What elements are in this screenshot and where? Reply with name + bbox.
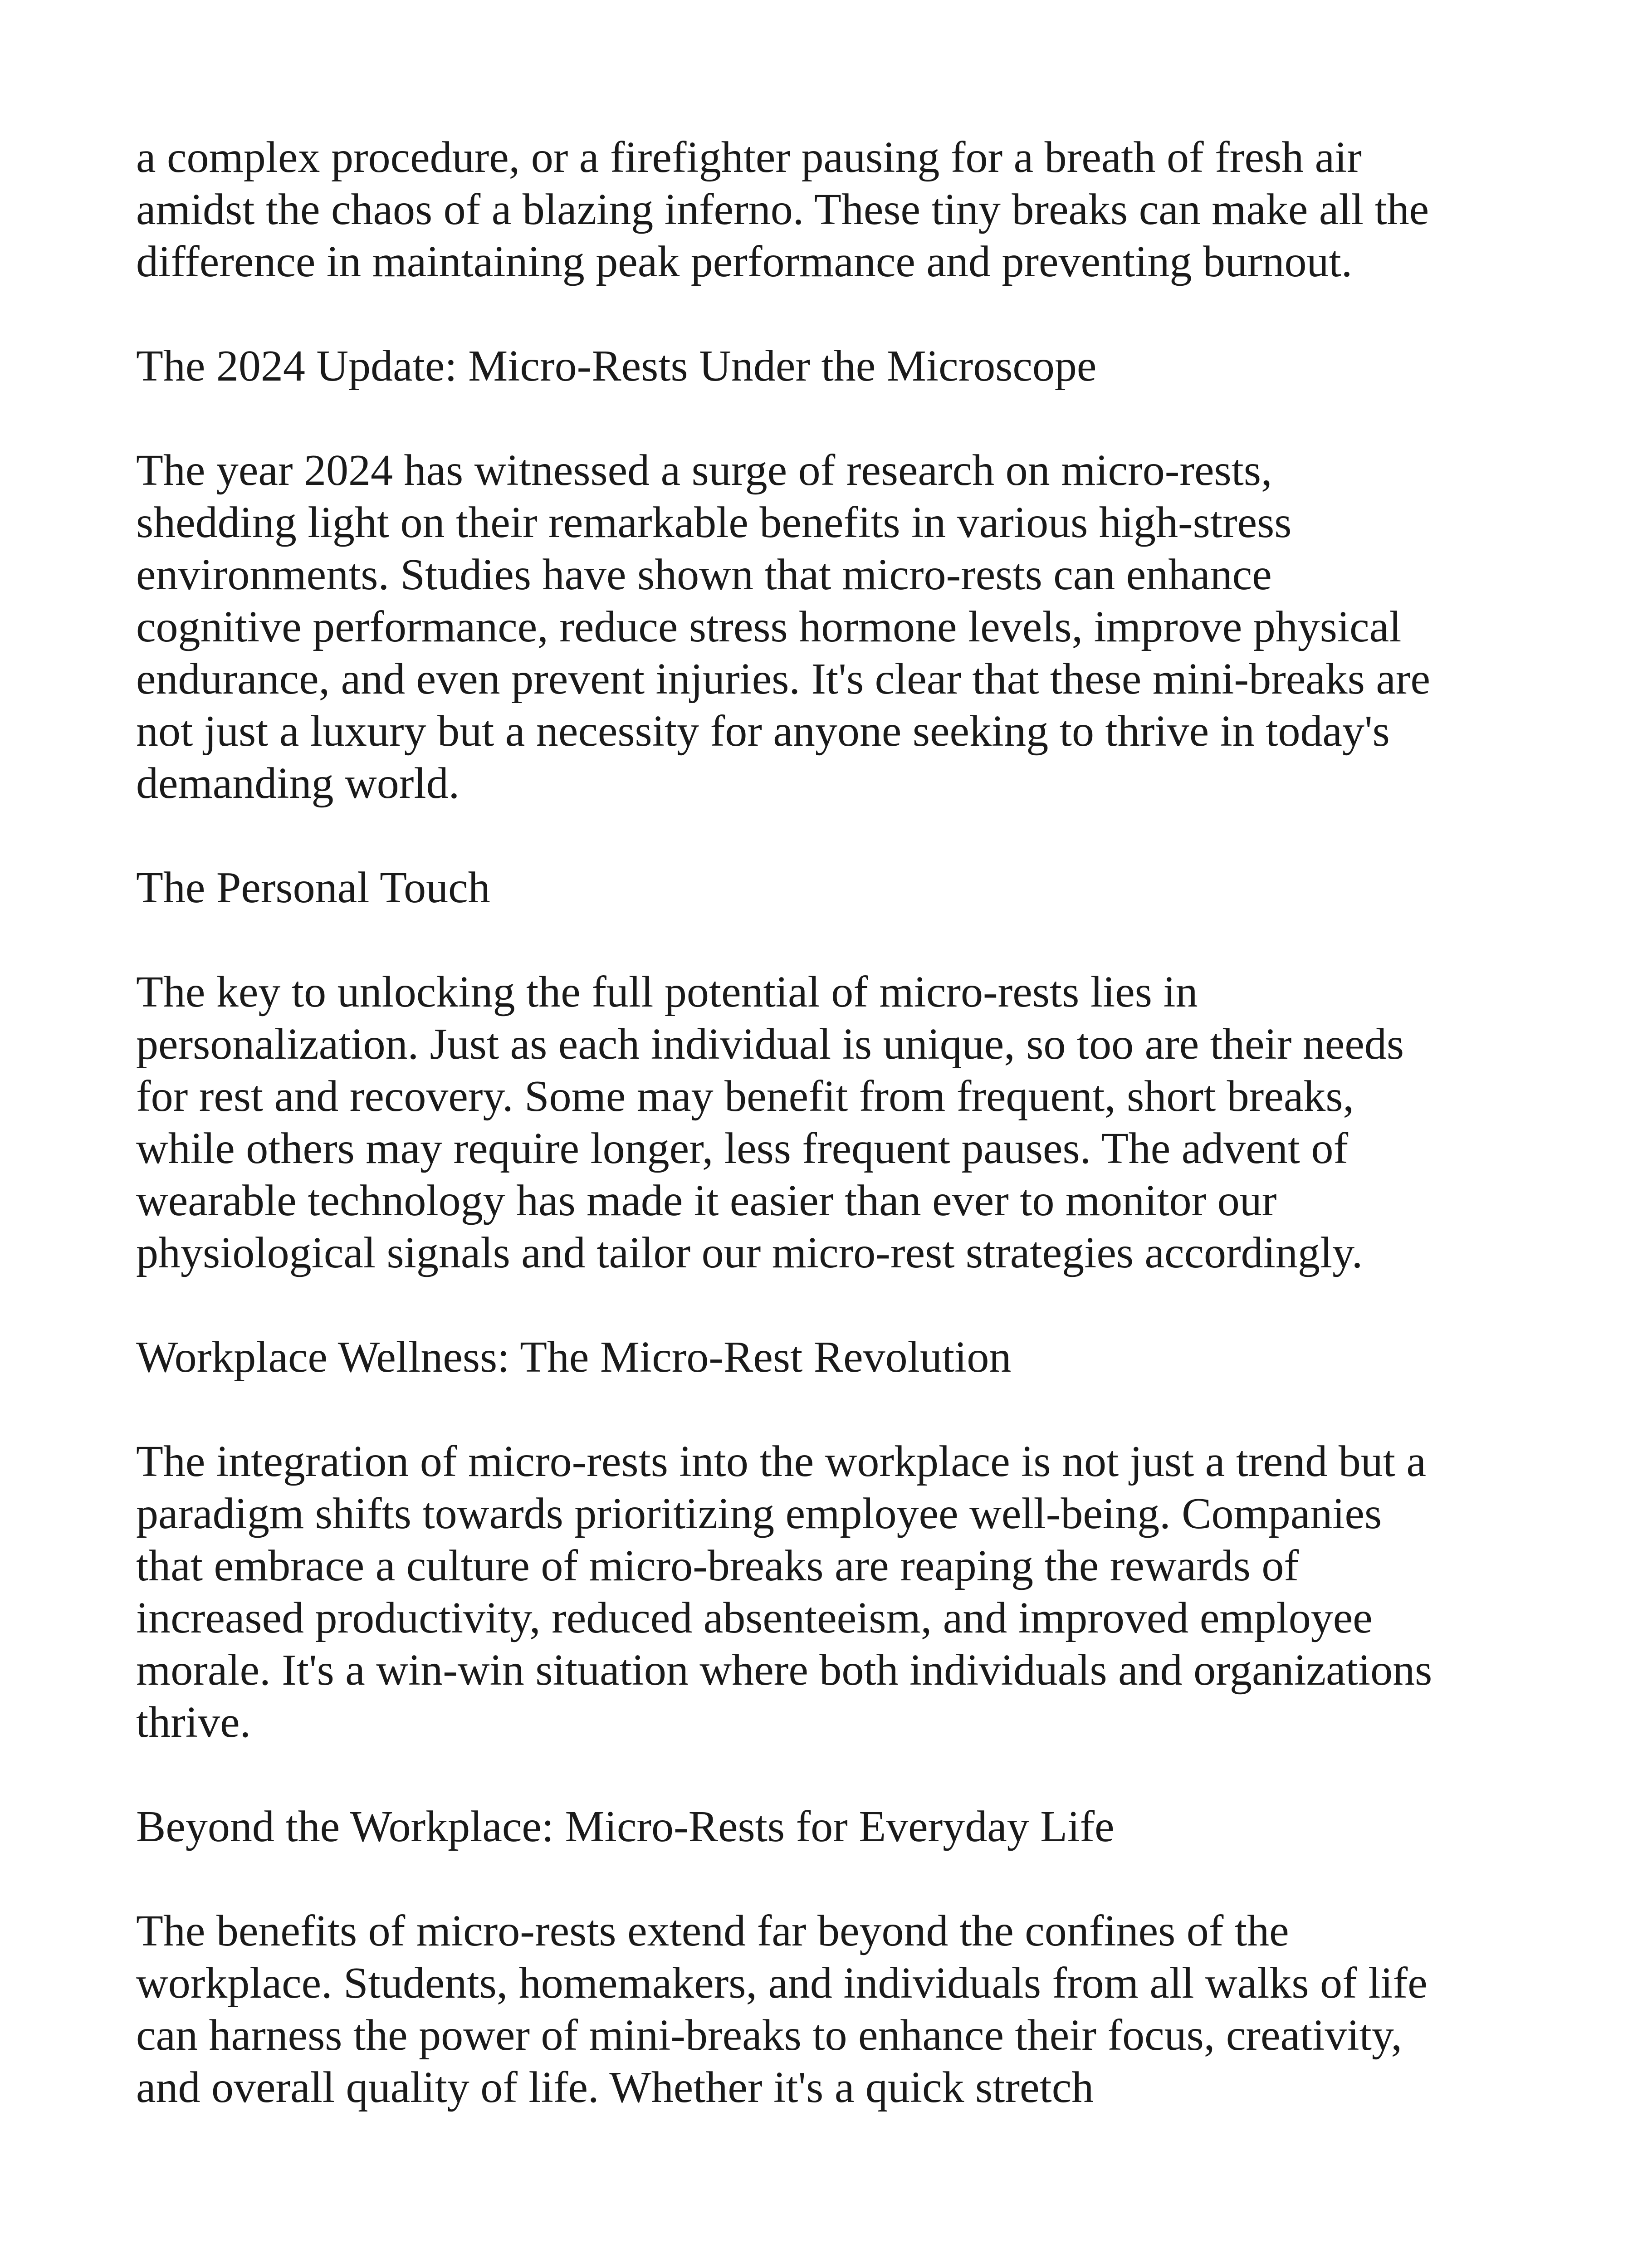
paragraph-everyday-life: The benefits of micro-rests extend far beyond the confines of the workplace. Students, homemakers, and individuals from all walks of life can harness the power of mini-breaks to enhance their focus, creativity, and overall quality of life. Whether it's a quick stretch [136, 1906, 1428, 2112]
paragraph-personalization: The key to unlocking the full potential of micro-rests lies in personalization. Just as each individual is unique, so too are their needs for rest and recovery. Some may benefit from frequent, short breaks, while others may require longer, less frequent pauses. The advent of wearable technology has made it easier than ever to monitor our physiological signals and tailor our micro-rest strategies accordingly. [136, 968, 1404, 1277]
paragraph-continuation: a complex procedure, or a firefighter pausing for a breath of fresh air amidst the chaos of a blazing inferno. These tiny breaks can make all the difference in maintaining peak performance and preventing burnout. [136, 133, 1429, 286]
section-heading-2024-update: The 2024 Update: Micro-Rests Under the Microscope [136, 342, 1097, 391]
page-body [136, 132, 1442, 2166]
section-heading-beyond-workplace: Beyond the Workplace: Micro-Rests for Everyday Life [136, 1802, 1115, 1851]
paragraph-workplace-integration: The integration of micro-rests into the workplace is not just a trend but a paradigm shifts towards prioritizing employee well-being. Companies that embrace a culture of micro-breaks are reaping the rewards of increased productivity, reduced absenteeism, and improved employee morale. It's a win-win situation where both individuals and organizations thrive. [136, 1437, 1433, 1747]
paragraph-2024-research: The year 2024 has witnessed a surge of research on micro-rests, shedding light on their remarkable benefits in various high-stress environments. Studies have shown that micro-rests can enhance cognitive performance, reduce stress hormone levels, improve physical endurance, and even prevent injuries. It's clear that these mini-breaks are not just a luxury but a necessity for anyone seeking to thrive in today's demanding world. [136, 446, 1430, 808]
section-heading-workplace-wellness: Workplace Wellness: The Micro-Rest Revolution [136, 1333, 1012, 1382]
section-heading-personal-touch: The Personal Touch [136, 863, 490, 912]
